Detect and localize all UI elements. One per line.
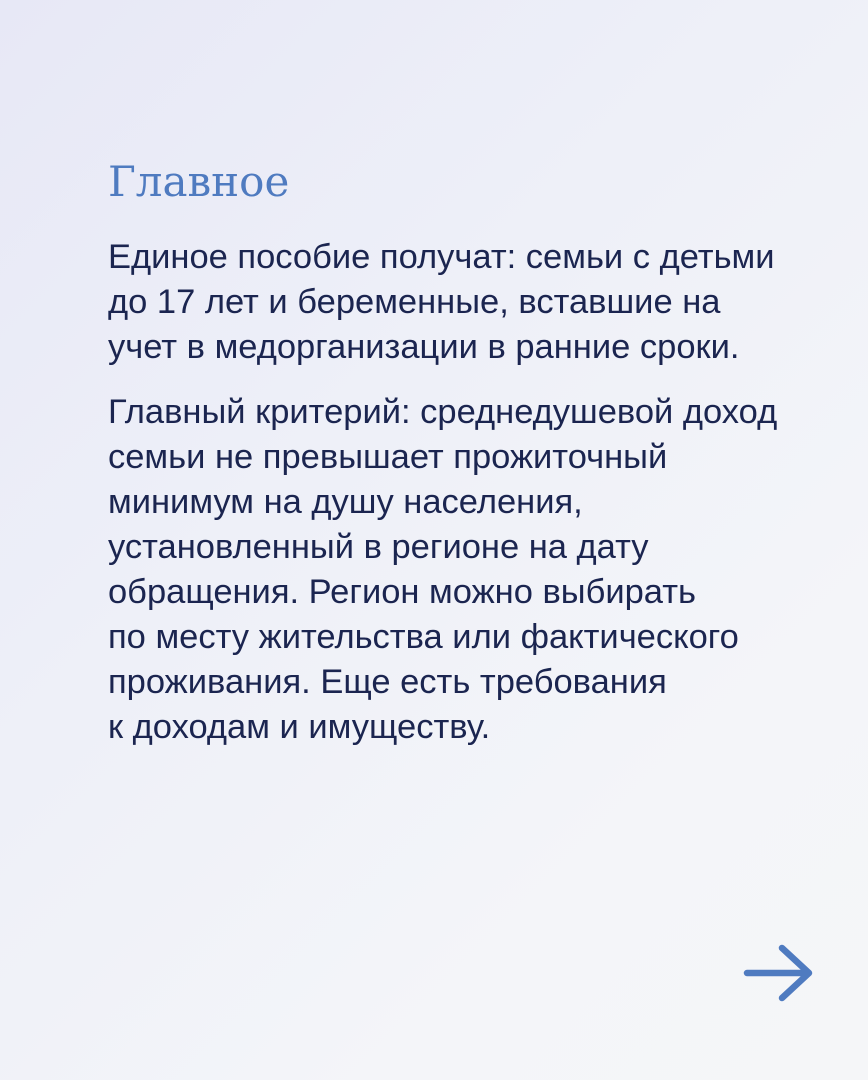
text-line: учет в медорганизации в ранние сроки. xyxy=(108,328,740,366)
paragraph-criteria xyxy=(108,390,828,750)
text-line: Единое пособие получат: семьи с детьми xyxy=(108,238,775,276)
paragraph-eligibility xyxy=(108,235,828,370)
text-line: Главный критерий: среднедушевой доход xyxy=(108,393,778,431)
arrow-right-icon xyxy=(742,942,816,1004)
text-line: по месту жительства или фактического xyxy=(108,618,739,656)
text-line: семьи не превышает прожиточный xyxy=(108,438,668,476)
text-line: установленный в регионе на дату xyxy=(108,528,649,566)
next-slide-button[interactable] xyxy=(742,942,816,1004)
text-line: до 17 лет и беременные, вставшие на xyxy=(108,283,721,321)
text-line: к доходам и имуществу. xyxy=(108,708,491,746)
page-title: Главное xyxy=(108,157,290,206)
text-line: минимум на душу населения, xyxy=(108,483,583,521)
text-line: проживания. Еще есть требования xyxy=(108,663,667,701)
text-line: обращения. Регион можно выбирать xyxy=(108,573,697,611)
